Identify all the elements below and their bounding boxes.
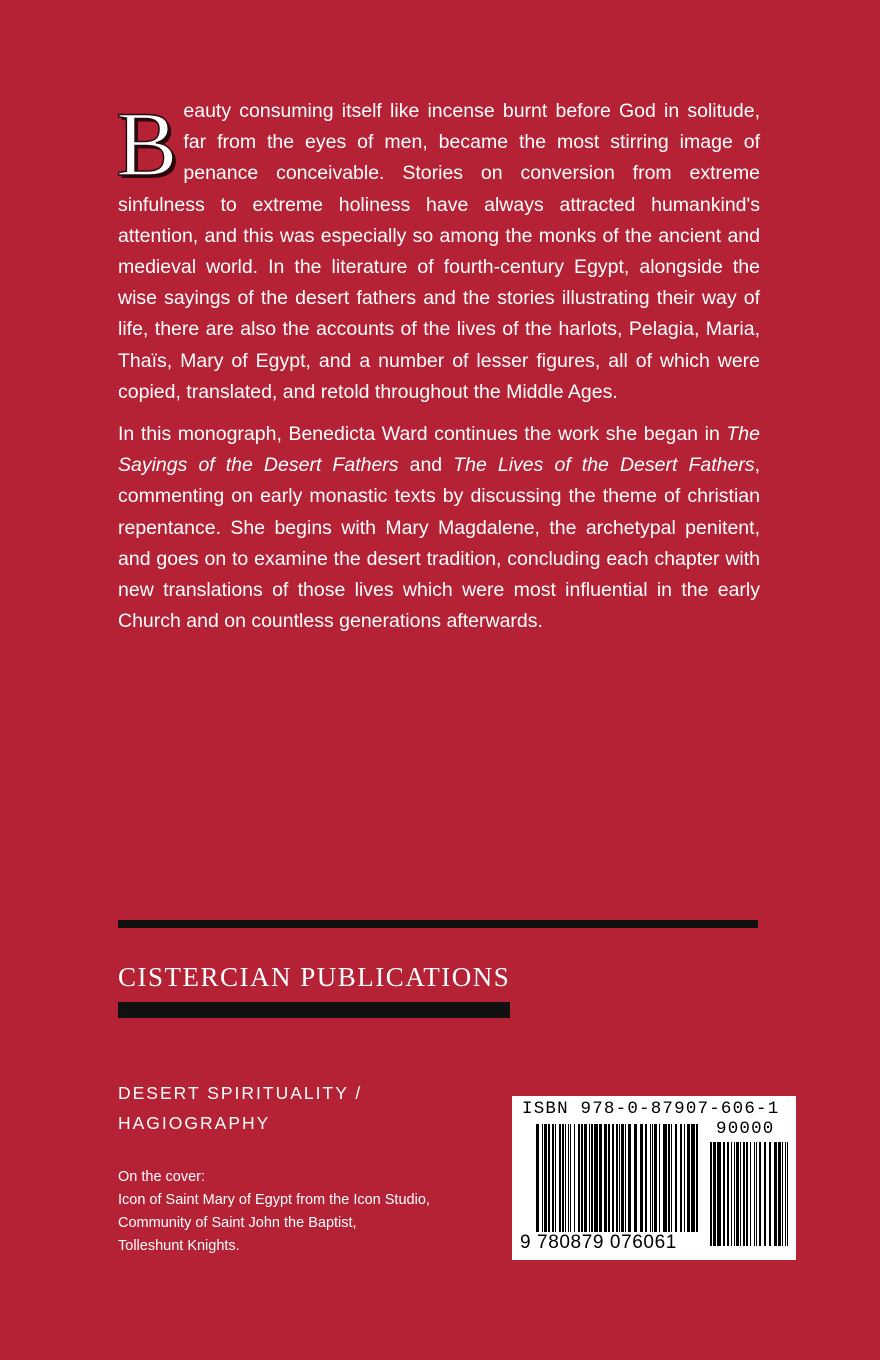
- barcode-bar: [671, 1124, 672, 1232]
- barcode-bar: [581, 1124, 583, 1232]
- barcode-bar: [756, 1142, 757, 1246]
- cover-credit-heading: On the cover:: [118, 1169, 206, 1185]
- barcode-bar: [734, 1142, 735, 1246]
- barcode-bar: [608, 1124, 610, 1232]
- barcode-bar: [696, 1124, 698, 1232]
- barcode-bar: [774, 1142, 777, 1246]
- barcode-bar: [740, 1142, 741, 1246]
- barcode-bar: [640, 1124, 643, 1232]
- drop-cap: B: [116, 93, 178, 195]
- book-title-sayings: The Sayings of the Desert Fathers: [118, 423, 760, 477]
- blurb-paragraph-2-and: and: [398, 454, 454, 477]
- barcode-bar: [591, 1124, 593, 1232]
- barcode-bar: [710, 1142, 712, 1246]
- barcode-bar: [731, 1142, 732, 1246]
- divider-short: [118, 1002, 510, 1018]
- barcode-bar: [746, 1142, 748, 1246]
- barcode-bar: [574, 1124, 575, 1232]
- barcode-bar: [713, 1142, 716, 1246]
- blurb-paragraph-1-text: eauty consuming itself like incense burnt before God in solitude, far from the eyes of men, became the most stirring image of penance conceivable. Stories on conversion from extreme sinfulness to extreme holiness have always attracted humankind's attention, and this was especially so among the monks of the ancient and medieval world. In the literature of fourth-century Egypt, alongside the wise sayings of the desert fathers and the stories illustrating their way of life, there are also the accounts of the lives of the harlots, Pelagia, Maria, Thaïs, Mary of Egypt, and a number of lesser figures, all of which were copied, translated, and retold throughout the Middle Ages.: [118, 100, 760, 403]
- barcode-bar: [536, 1124, 539, 1232]
- barcode-bar: [659, 1124, 660, 1232]
- barcode-bar: [544, 1124, 547, 1232]
- blurb-paragraph-2-text-a: In this monograph, Benedicta Ward continues the work she began in: [118, 423, 727, 446]
- barcode-bar: [621, 1124, 624, 1232]
- subject-category: [118, 1078, 362, 1138]
- barcode-bar: [691, 1124, 695, 1232]
- cover-credit-line-3: Tolleshunt Knights.: [118, 1238, 240, 1254]
- barcode-bar: [675, 1124, 677, 1232]
- barcode-bar: [584, 1124, 587, 1232]
- cover-credit: [118, 1166, 430, 1258]
- blurb-paragraph-2-text-b: , commenting on early monastic texts by discussing the theme of christian repentance. She begins with Mary Magdalene, the archetypal penitent, and goes on to examine the desert tradition, concluding each chapter with new translations of those lives which were most influential in the early Church and on countless generations afterwards.: [118, 454, 760, 633]
- barcode-bar: [570, 1124, 571, 1232]
- blurb-paragraph-1: [116, 93, 760, 408]
- barcode-bar: [754, 1142, 755, 1246]
- barcode-bar: [552, 1124, 554, 1232]
- barcode-bar: [750, 1142, 751, 1246]
- barcode-bar: [684, 1124, 685, 1232]
- barcode-bar: [619, 1124, 620, 1232]
- barcode-bar: [654, 1124, 657, 1232]
- divider-long: [118, 920, 758, 928]
- barcode-bar: [723, 1142, 725, 1246]
- isbn-label: ISBN 978-0-87907-606-1: [522, 1099, 780, 1119]
- blurb: [116, 93, 760, 637]
- barcode-bar: [680, 1124, 682, 1232]
- barcode-bar: [769, 1142, 771, 1246]
- cover-credit-line-1: Icon of Saint Mary of Egypt from the Icon Studio,: [118, 1192, 430, 1208]
- barcode-bar: [542, 1124, 543, 1232]
- barcode-bar: [559, 1124, 561, 1232]
- barcode-bar: [616, 1124, 618, 1232]
- barcode-bar: [565, 1124, 566, 1232]
- barcode-bar: [736, 1142, 739, 1246]
- blurb-paragraph-2: [118, 419, 760, 637]
- barcode-bar: [562, 1124, 564, 1232]
- barcode-bar: [548, 1124, 550, 1232]
- barcode-bar: [668, 1124, 670, 1232]
- barcode-bar: [663, 1124, 667, 1232]
- category-line-2: HAGIOGRAPHY: [118, 1113, 271, 1133]
- barcode-bar: [645, 1124, 647, 1232]
- barcode-addon-number: 90000: [716, 1119, 775, 1139]
- category-line-1: DESERT SPIRITUALITY /: [118, 1083, 363, 1103]
- barcode-bar: [743, 1142, 745, 1246]
- barcode-bar: [612, 1124, 614, 1232]
- barcode-bar: [628, 1124, 631, 1232]
- barcode-bar: [578, 1124, 580, 1232]
- barcode-bar: [604, 1124, 607, 1232]
- barcode-bar: [625, 1124, 626, 1232]
- book-title-lives: The Lives of the Desert Fathers: [453, 454, 755, 477]
- barcode-bar: [568, 1124, 569, 1232]
- barcode-bar: [594, 1124, 598, 1232]
- barcode-bar: [727, 1142, 729, 1246]
- barcode-bar: [599, 1124, 602, 1232]
- barcode-bar: [634, 1124, 637, 1232]
- barcode-digits: 9 780879 076061: [520, 1232, 677, 1253]
- barcode-box: [512, 1096, 796, 1260]
- cover-credit-line-2: Community of Saint John the Baptist,: [118, 1215, 357, 1231]
- publisher-name: CISTERCIAN PUBLICATIONS: [118, 962, 511, 992]
- barcode-bar: [589, 1124, 590, 1232]
- barcode-bar: [687, 1124, 690, 1232]
- barcode-bar: [717, 1142, 721, 1246]
- barcode-bar: [787, 1142, 788, 1246]
- barcode-bar: [785, 1142, 786, 1246]
- barcode-bar: [759, 1142, 761, 1246]
- barcode-bar: [782, 1142, 783, 1246]
- barcode-bar: [555, 1124, 556, 1232]
- barcode-bar: [764, 1142, 766, 1246]
- barcode-bar: [652, 1124, 653, 1232]
- barcode-bar: [650, 1124, 651, 1232]
- barcode-bar: [778, 1142, 781, 1246]
